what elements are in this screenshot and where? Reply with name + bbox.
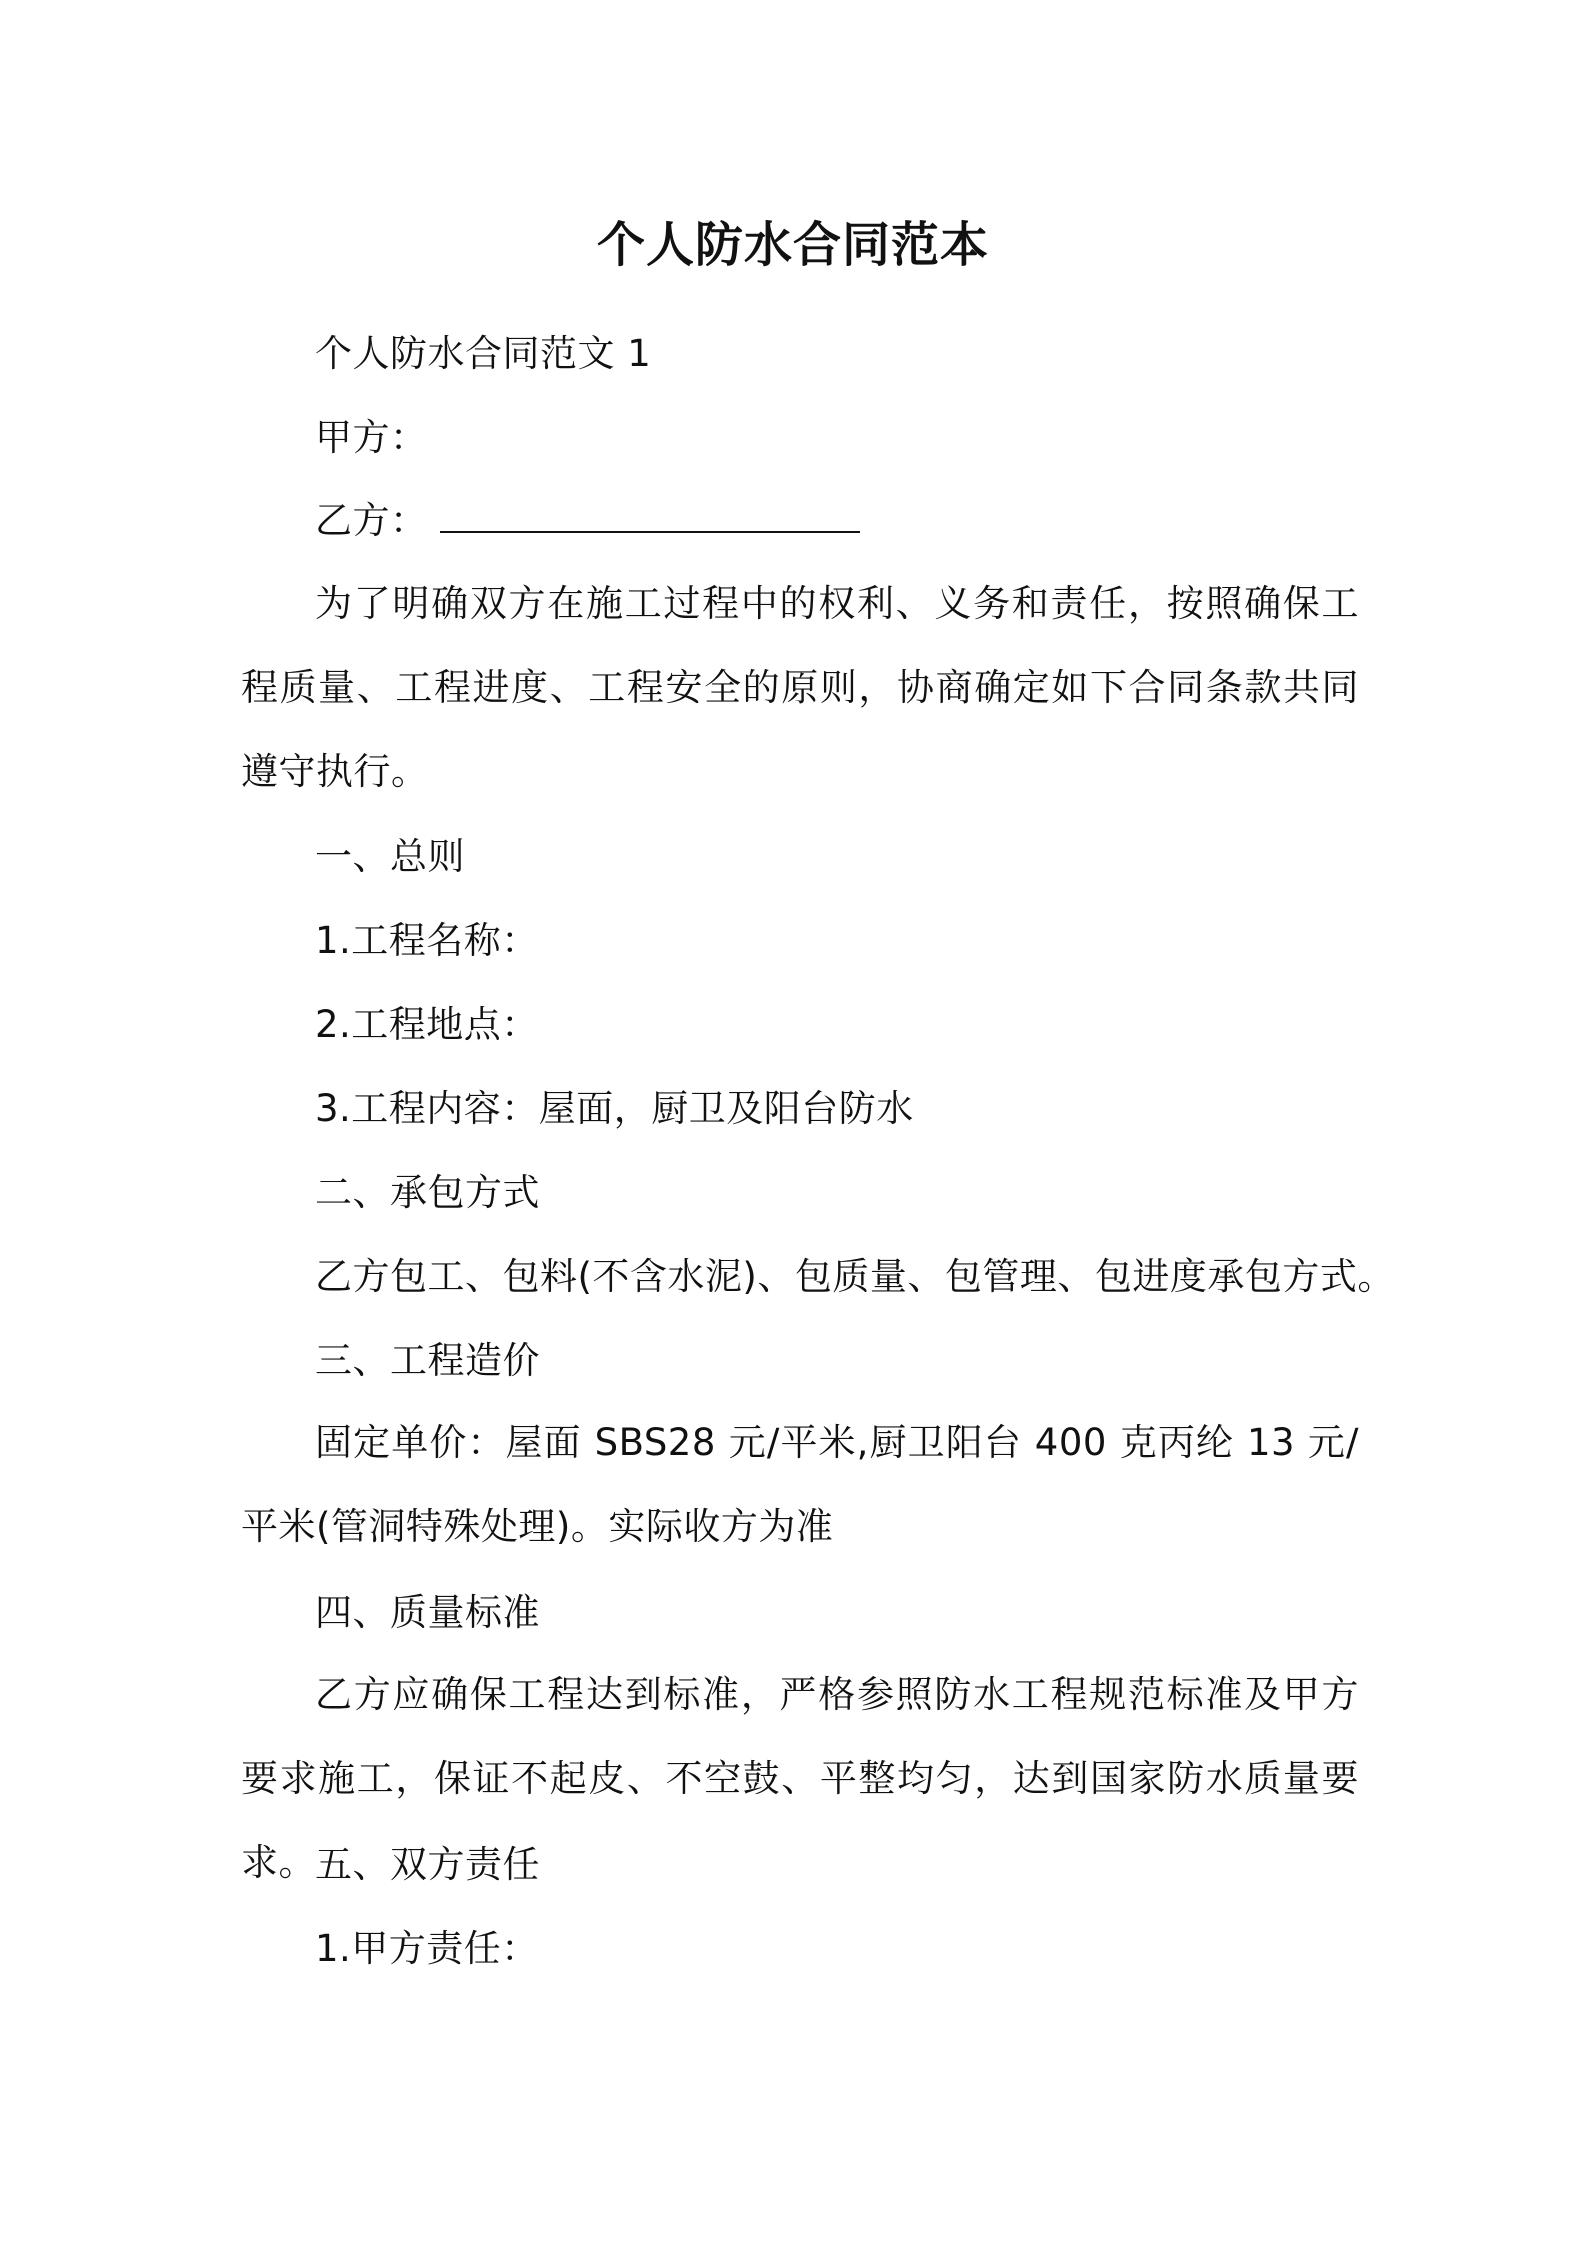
document-title: 个人防水合同范本 (596, 217, 989, 273)
section-contract-method-heading: 二、承包方式 (315, 1171, 540, 1214)
project-location-item: 2.工程地点： (315, 1003, 539, 1046)
section-quality-heading: 四、质量标准 (315, 1591, 540, 1634)
contract-method-text: 乙方包工、包料(不含水泥)、包质量、包管理、包进度承包方式。 (315, 1255, 1395, 1298)
party-b-blank (440, 501, 860, 533)
party-b-label: 乙方： (315, 499, 428, 542)
cost-paragraph: 固定单价：屋面 SBS28 元/平米,厨卫阳台 400 克丙纶 13 元/平米(管洞特殊处理)。实际收方为准 (241, 1421, 1359, 1548)
party-b-line (241, 491, 1351, 551)
project-name-item: 1.工程名称： (315, 919, 539, 962)
section-responsibilities-heading: 五、双方责任 (315, 1843, 540, 1886)
section-general-heading: 一、总则 (315, 835, 465, 878)
party-a-responsibility-item: 1.甲方责任： (315, 1927, 539, 1970)
party-a-label: 甲方： (315, 416, 428, 459)
intro-paragraph: 为了明确双方在施工过程中的权利、义务和责任，按照确保工程质量、工程进度、工程安全的原则，协商确定如下合同条款共同遵守执行。 (241, 582, 1359, 793)
project-content-item: 3.工程内容：屋面，厨卫及阳台防水 (315, 1087, 914, 1130)
section-cost-heading: 三、工程造价 (315, 1339, 540, 1382)
document-subtitle: 个人防水合同范文 1 (315, 332, 652, 375)
quality-paragraph: 乙方应确保工程达到标准，严格参照防水工程规范标准及甲方要求施工，保证不起皮、不空鼓、平整均匀，达到国家防水质量要求。 (241, 1673, 1359, 1884)
